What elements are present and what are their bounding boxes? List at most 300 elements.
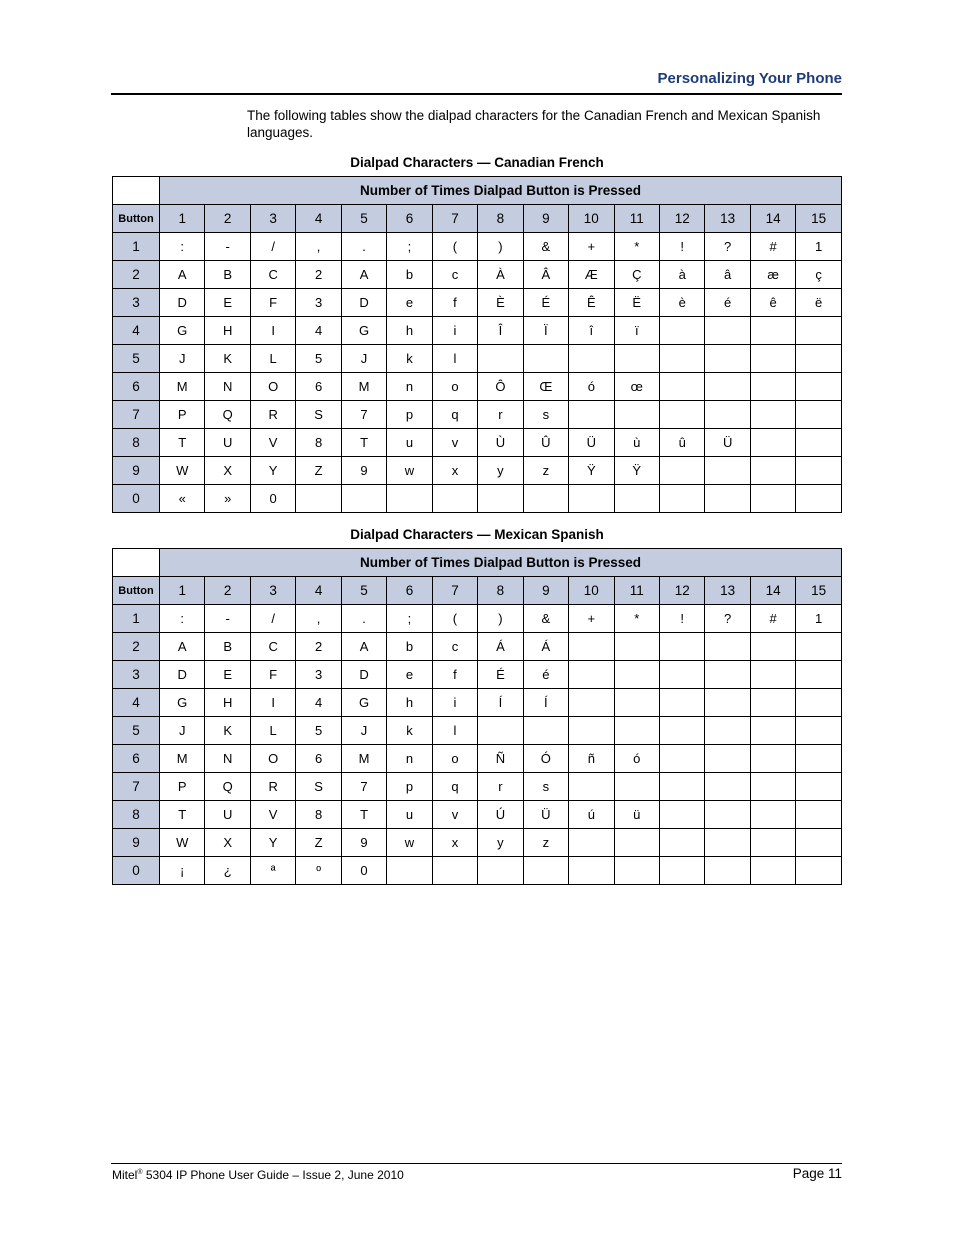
character-cell — [705, 773, 750, 801]
character-cell: u — [387, 801, 432, 829]
character-cell: 5 — [296, 345, 341, 373]
character-cell: M — [341, 373, 386, 401]
character-cell: I — [250, 317, 295, 345]
character-cell — [750, 717, 795, 745]
press-count-header: 12 — [659, 577, 704, 605]
button-label: 7 — [113, 773, 160, 801]
character-cell: ú — [569, 801, 614, 829]
character-cell: H — [205, 317, 250, 345]
character-cell: Ë — [614, 289, 659, 317]
character-cell: Í — [523, 689, 568, 717]
dialpad-table-mexican-spanish — [112, 548, 842, 885]
character-cell: É — [478, 661, 523, 689]
character-cell: W — [160, 829, 205, 857]
character-cell: œ — [614, 373, 659, 401]
character-cell: Ü — [569, 429, 614, 457]
character-cell — [796, 633, 842, 661]
character-cell — [614, 689, 659, 717]
character-cell: X — [205, 457, 250, 485]
character-cell: 8 — [296, 429, 341, 457]
character-cell — [750, 857, 795, 885]
character-cell: 4 — [296, 317, 341, 345]
character-cell — [659, 801, 704, 829]
span-header: Number of Times Dialpad Button is Pressed — [160, 549, 842, 577]
character-cell — [569, 401, 614, 429]
character-cell: é — [523, 661, 568, 689]
character-cell: Q — [205, 773, 250, 801]
character-cell: V — [250, 429, 295, 457]
character-cell — [341, 485, 386, 513]
intro-paragraph: The following tables show the dialpad characters for the Canadian French and Mexican Spanish languages. — [247, 108, 821, 140]
registered-mark: ® — [137, 1169, 143, 1176]
character-cell — [796, 745, 842, 773]
character-cell: ñ — [569, 745, 614, 773]
character-cell — [614, 717, 659, 745]
character-cell — [614, 829, 659, 857]
character-cell: B — [205, 261, 250, 289]
character-cell: . — [341, 605, 386, 633]
press-count-header: 5 — [341, 577, 386, 605]
table-row — [113, 857, 842, 885]
character-cell: v — [432, 801, 477, 829]
character-cell: x — [432, 829, 477, 857]
character-cell — [796, 457, 842, 485]
character-cell — [614, 857, 659, 885]
character-cell — [705, 745, 750, 773]
press-count-header: 8 — [478, 205, 523, 233]
character-cell — [432, 857, 477, 885]
character-cell: ü — [614, 801, 659, 829]
character-cell — [750, 829, 795, 857]
character-cell: é — [705, 289, 750, 317]
character-cell: 2 — [296, 261, 341, 289]
press-count-header: 2 — [205, 205, 250, 233]
table-row — [113, 633, 842, 661]
button-label: 3 — [113, 661, 160, 689]
character-cell: ç — [796, 261, 842, 289]
character-cell: C — [250, 261, 295, 289]
character-cell — [705, 661, 750, 689]
character-cell: I — [250, 689, 295, 717]
button-label: 9 — [113, 457, 160, 485]
character-cell: Ó — [523, 745, 568, 773]
character-cell: ! — [659, 233, 704, 261]
character-cell — [750, 773, 795, 801]
press-count-header: 9 — [523, 205, 568, 233]
character-cell — [705, 317, 750, 345]
corner-cell — [113, 177, 160, 205]
character-cell — [705, 633, 750, 661]
character-cell: û — [659, 429, 704, 457]
character-cell: ) — [478, 605, 523, 633]
header-divider — [111, 93, 842, 95]
character-cell: c — [432, 633, 477, 661]
character-cell — [659, 317, 704, 345]
character-cell: Ü — [523, 801, 568, 829]
character-cell: c — [432, 261, 477, 289]
character-cell: k — [387, 717, 432, 745]
character-cell: L — [250, 717, 295, 745]
press-count-header: 13 — [705, 205, 750, 233]
character-cell: G — [341, 689, 386, 717]
character-cell: # — [750, 233, 795, 261]
character-cell: S — [296, 773, 341, 801]
character-cell: P — [160, 773, 205, 801]
button-column-header: Button — [113, 577, 160, 605]
button-label: 1 — [113, 605, 160, 633]
character-cell: A — [160, 261, 205, 289]
character-cell: D — [160, 289, 205, 317]
character-cell: ù — [614, 429, 659, 457]
character-cell: ¿ — [205, 857, 250, 885]
table-row — [113, 605, 842, 633]
character-cell: « — [160, 485, 205, 513]
character-cell — [569, 661, 614, 689]
character-cell: Ÿ — [614, 457, 659, 485]
character-cell: 1 — [796, 233, 842, 261]
character-cell: q — [432, 401, 477, 429]
character-cell: S — [296, 401, 341, 429]
character-cell: G — [160, 689, 205, 717]
character-cell: 3 — [296, 661, 341, 689]
footer-divider — [111, 1163, 842, 1164]
character-cell: À — [478, 261, 523, 289]
character-cell — [705, 801, 750, 829]
character-cell — [523, 485, 568, 513]
character-cell — [614, 345, 659, 373]
character-cell — [659, 401, 704, 429]
character-cell: M — [160, 373, 205, 401]
character-cell — [296, 485, 341, 513]
press-count-header: 11 — [614, 577, 659, 605]
character-cell: Á — [523, 633, 568, 661]
press-count-header: 3 — [250, 205, 295, 233]
character-cell: J — [341, 717, 386, 745]
character-cell — [614, 773, 659, 801]
character-cell: E — [205, 289, 250, 317]
table-row — [113, 485, 842, 513]
character-cell: » — [205, 485, 250, 513]
character-cell: 0 — [250, 485, 295, 513]
character-cell — [796, 801, 842, 829]
character-cell — [659, 857, 704, 885]
character-cell — [478, 857, 523, 885]
character-cell: V — [250, 801, 295, 829]
character-cell — [750, 401, 795, 429]
character-cell: v — [432, 429, 477, 457]
character-cell — [750, 317, 795, 345]
character-cell: 9 — [341, 829, 386, 857]
character-cell: C — [250, 633, 295, 661]
press-count-header: 12 — [659, 205, 704, 233]
character-cell — [750, 661, 795, 689]
character-cell: * — [614, 605, 659, 633]
character-cell: M — [160, 745, 205, 773]
character-cell: 0 — [341, 857, 386, 885]
character-cell: i — [432, 689, 477, 717]
character-cell — [796, 717, 842, 745]
character-cell — [750, 689, 795, 717]
character-cell: x — [432, 457, 477, 485]
character-cell: ( — [432, 233, 477, 261]
press-count-header: 3 — [250, 577, 295, 605]
character-cell: Í — [478, 689, 523, 717]
character-cell: Z — [296, 829, 341, 857]
character-cell: K — [205, 717, 250, 745]
table-row — [113, 745, 842, 773]
character-cell — [659, 633, 704, 661]
character-cell: 7 — [341, 773, 386, 801]
button-label: 8 — [113, 429, 160, 457]
character-cell — [659, 689, 704, 717]
character-cell: s — [523, 773, 568, 801]
character-cell: y — [478, 457, 523, 485]
character-cell: 7 — [341, 401, 386, 429]
character-cell — [705, 717, 750, 745]
press-count-header: 14 — [750, 577, 795, 605]
character-cell: D — [341, 289, 386, 317]
character-cell: o — [432, 745, 477, 773]
table-row — [113, 829, 842, 857]
character-cell: Ú — [478, 801, 523, 829]
button-column-header: Button — [113, 205, 160, 233]
table-row — [113, 401, 842, 429]
character-cell: # — [750, 605, 795, 633]
character-cell — [750, 745, 795, 773]
character-cell: ó — [614, 745, 659, 773]
character-cell: T — [160, 801, 205, 829]
button-label: 5 — [113, 345, 160, 373]
character-cell — [796, 857, 842, 885]
character-cell: P — [160, 401, 205, 429]
character-cell — [659, 457, 704, 485]
character-cell: f — [432, 289, 477, 317]
button-label: 7 — [113, 401, 160, 429]
character-cell: Î — [478, 317, 523, 345]
character-cell: K — [205, 345, 250, 373]
character-cell: 9 — [341, 457, 386, 485]
character-cell: - — [205, 605, 250, 633]
character-cell — [796, 829, 842, 857]
character-cell: h — [387, 689, 432, 717]
press-count-header: 4 — [296, 577, 341, 605]
character-cell — [796, 773, 842, 801]
character-cell: / — [250, 605, 295, 633]
character-cell: + — [569, 233, 614, 261]
character-cell — [478, 485, 523, 513]
character-cell: î — [569, 317, 614, 345]
character-cell: E — [205, 661, 250, 689]
character-cell: Â — [523, 261, 568, 289]
button-label: 4 — [113, 317, 160, 345]
character-cell — [659, 773, 704, 801]
character-cell: : — [160, 233, 205, 261]
button-label: 6 — [113, 745, 160, 773]
character-cell — [705, 857, 750, 885]
character-cell — [705, 373, 750, 401]
press-count-header: 1 — [160, 577, 205, 605]
table-title-canadian-french: Dialpad Characters — Canadian French — [350, 155, 604, 170]
character-cell — [750, 429, 795, 457]
character-cell: 1 — [796, 605, 842, 633]
character-cell: F — [250, 289, 295, 317]
character-cell: 2 — [296, 633, 341, 661]
character-cell: ) — [478, 233, 523, 261]
character-cell: - — [205, 233, 250, 261]
character-cell — [796, 429, 842, 457]
character-cell: A — [341, 633, 386, 661]
character-cell: , — [296, 233, 341, 261]
character-cell: k — [387, 345, 432, 373]
character-cell: Y — [250, 829, 295, 857]
press-count-header: 6 — [387, 577, 432, 605]
character-cell: / — [250, 233, 295, 261]
character-cell: A — [160, 633, 205, 661]
footer-doc-info — [112, 1168, 404, 1182]
character-cell: ó — [569, 373, 614, 401]
character-cell — [569, 633, 614, 661]
character-cell: Æ — [569, 261, 614, 289]
character-cell: è — [659, 289, 704, 317]
character-cell — [478, 717, 523, 745]
character-cell — [523, 857, 568, 885]
press-count-header: 5 — [341, 205, 386, 233]
button-label: 1 — [113, 233, 160, 261]
character-cell — [705, 829, 750, 857]
character-cell — [569, 717, 614, 745]
character-cell — [796, 401, 842, 429]
character-cell: b — [387, 633, 432, 661]
character-cell — [569, 485, 614, 513]
press-count-header: 4 — [296, 205, 341, 233]
character-cell — [659, 717, 704, 745]
character-cell: + — [569, 605, 614, 633]
press-count-header: 7 — [432, 205, 477, 233]
press-count-header: 14 — [750, 205, 795, 233]
character-cell: b — [387, 261, 432, 289]
press-count-header: 10 — [569, 205, 614, 233]
character-cell: ª — [250, 857, 295, 885]
button-label: 5 — [113, 717, 160, 745]
character-cell: & — [523, 233, 568, 261]
character-cell: D — [341, 661, 386, 689]
character-cell: e — [387, 661, 432, 689]
press-count-header: 11 — [614, 205, 659, 233]
dialpad-table-canadian-french — [112, 176, 842, 513]
character-cell: Á — [478, 633, 523, 661]
character-cell: È — [478, 289, 523, 317]
character-cell: M — [341, 745, 386, 773]
press-count-header: 13 — [705, 577, 750, 605]
character-cell: Ï — [523, 317, 568, 345]
table-row — [113, 233, 842, 261]
character-cell: n — [387, 373, 432, 401]
character-cell — [478, 345, 523, 373]
character-cell — [796, 661, 842, 689]
table-row — [113, 345, 842, 373]
character-cell — [659, 373, 704, 401]
character-cell: Ê — [569, 289, 614, 317]
character-cell: Z — [296, 457, 341, 485]
character-cell: æ — [750, 261, 795, 289]
character-cell: ? — [705, 605, 750, 633]
character-cell — [796, 485, 842, 513]
character-cell: ? — [705, 233, 750, 261]
press-count-header: 9 — [523, 577, 568, 605]
button-label: 8 — [113, 801, 160, 829]
character-cell: 5 — [296, 717, 341, 745]
character-cell: A — [341, 261, 386, 289]
character-cell: T — [341, 429, 386, 457]
character-cell — [750, 633, 795, 661]
character-cell — [659, 745, 704, 773]
character-cell: e — [387, 289, 432, 317]
table-title-mexican-spanish: Dialpad Characters — Mexican Spanish — [350, 527, 604, 542]
span-header: Number of Times Dialpad Button is Pressed — [160, 177, 842, 205]
character-cell — [796, 373, 842, 401]
character-cell — [705, 689, 750, 717]
character-cell: Œ — [523, 373, 568, 401]
character-cell: L — [250, 345, 295, 373]
character-cell: J — [160, 345, 205, 373]
character-cell: J — [160, 717, 205, 745]
character-cell: G — [160, 317, 205, 345]
character-cell — [659, 485, 704, 513]
character-cell — [796, 345, 842, 373]
character-cell: X — [205, 829, 250, 857]
character-cell — [659, 661, 704, 689]
character-cell: l — [432, 345, 477, 373]
character-cell — [614, 633, 659, 661]
character-cell: N — [205, 373, 250, 401]
character-cell: º — [296, 857, 341, 885]
character-cell: ¡ — [160, 857, 205, 885]
character-cell: r — [478, 773, 523, 801]
character-cell — [523, 345, 568, 373]
button-label: 0 — [113, 857, 160, 885]
character-cell: 6 — [296, 373, 341, 401]
table-row — [113, 773, 842, 801]
character-cell: o — [432, 373, 477, 401]
press-count-header: 2 — [205, 577, 250, 605]
press-count-header: 7 — [432, 577, 477, 605]
character-cell: * — [614, 233, 659, 261]
character-cell — [387, 857, 432, 885]
character-cell: 8 — [296, 801, 341, 829]
character-cell: . — [341, 233, 386, 261]
button-label: 2 — [113, 261, 160, 289]
character-cell: r — [478, 401, 523, 429]
button-label: 6 — [113, 373, 160, 401]
character-cell: É — [523, 289, 568, 317]
character-cell — [569, 773, 614, 801]
press-count-header: 1 — [160, 205, 205, 233]
character-cell — [523, 717, 568, 745]
character-cell: p — [387, 773, 432, 801]
character-cell: Y — [250, 457, 295, 485]
character-cell: , — [296, 605, 341, 633]
character-cell: ë — [796, 289, 842, 317]
character-cell — [569, 857, 614, 885]
character-cell — [750, 345, 795, 373]
character-cell: D — [160, 661, 205, 689]
character-cell — [569, 345, 614, 373]
button-label: 2 — [113, 633, 160, 661]
character-cell — [705, 345, 750, 373]
character-cell — [614, 661, 659, 689]
press-count-header: 10 — [569, 577, 614, 605]
table-row — [113, 689, 842, 717]
